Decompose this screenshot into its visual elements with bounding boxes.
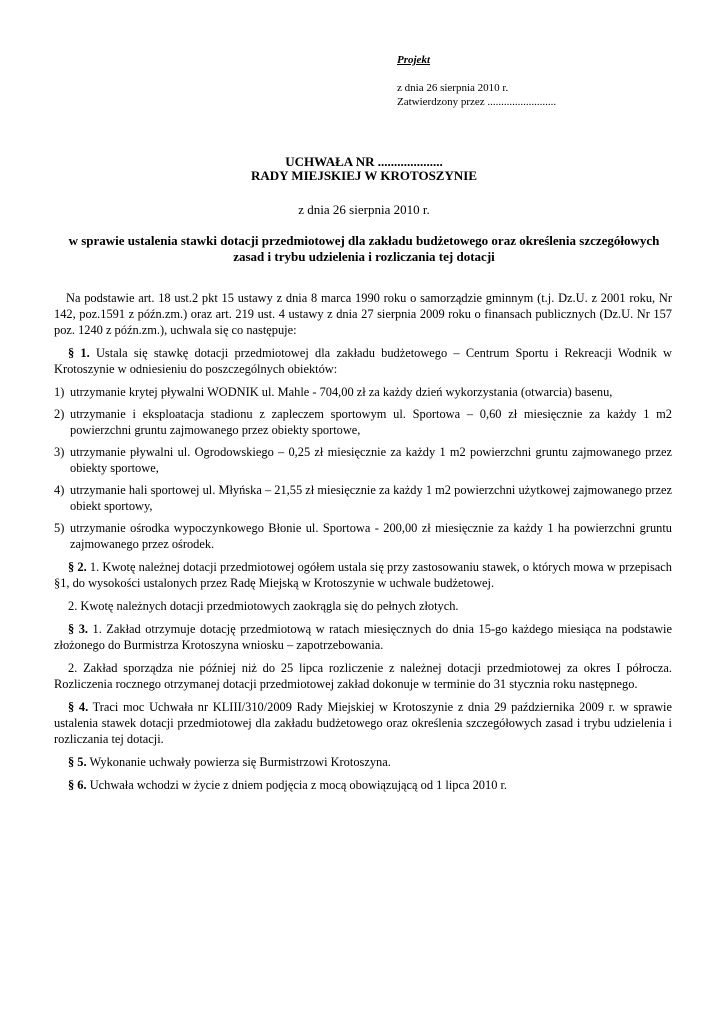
subject-line-1: w sprawie ustalenia stawki dotacji przedmiotowej dla zakładu budżetowego oraz określenia szczegółowych [68, 233, 660, 248]
list-item-text: utrzymanie hali sportowej ul. Młyńska – 21,55 zł miesięcznie za każdy 1 m2 powierzchni użytkowej zajmowanego przez obiekt sportowy, [70, 483, 672, 513]
document-body [54, 290, 672, 800]
section-6 [54, 777, 672, 793]
list-item-number: 4) [54, 483, 65, 497]
list-item [54, 482, 672, 514]
header-block [397, 53, 556, 109]
list-item [54, 406, 672, 438]
resolution-number: UCHWAŁA NR .................... [285, 154, 443, 169]
list-item-number: 1) [54, 385, 65, 399]
list-item-text: utrzymanie i eksploatacja stadionu z zapleczem sportowym ul. Sportowa – 0,60 zł miesięcznie za każdy 1 m2 powierzchni gruntu zajmowanego przez obiekty sportowe, [70, 407, 672, 437]
list-item [54, 444, 672, 476]
list-item-number: 3) [54, 445, 65, 459]
section-4 [54, 699, 672, 747]
section-4-label: § 4. [68, 700, 89, 714]
section-1-label: § 1. [68, 346, 90, 360]
list-item-text: utrzymanie pływalni ul. Ogrodowskiego – 0,25 zł miesięcznie za każdy 1 m2 powierzchni gruntu zajmowanego przez obiekty sportowe, [70, 445, 672, 475]
section-2-paragraph-2: 2. Kwotę należnych dotacji przedmiotowych zaokrągla się do pełnych złotych. [68, 599, 459, 613]
list-item-text: utrzymanie krytej pływalni WODNIK ul. Mahle - 704,00 zł za każdy dzień wykorzystania (otwarcia) basenu, [70, 385, 613, 399]
section-5 [54, 754, 672, 770]
list-item-number: 5) [54, 521, 65, 535]
section-5-text: Wykonanie uchwały powierza się Burmistrzowi Krotoszyna. [86, 755, 391, 769]
subject-line-2: zasad i trybu udzielenia i rozliczania tej dotacji [233, 249, 495, 264]
section-3 [54, 621, 672, 653]
council-name: RADY MIEJSKIEJ W KROTOSZYNIE [251, 168, 477, 183]
list-item [54, 384, 672, 400]
section-2-text: 1. Kwotę należnej dotacji przedmiotowej ogółem ustala się przy zastosowaniu stawek, o których mowa w przepisach §1, do wysokości ustalonych przez Radę Miejską w Krotoszynie w uchwale budżetowej. [54, 560, 672, 590]
section-2 [54, 559, 672, 591]
projekt-label: Projekt [397, 54, 430, 66]
resolution-subject [50, 233, 678, 265]
objects-list [54, 384, 672, 552]
section-6-text: Uchwała wchodzi w życie z dniem podjęcia z mocą obowiązującą od 1 lipca 2010 r. [86, 778, 508, 792]
header-date: z dnia 26 sierpnia 2010 r. [397, 82, 509, 94]
list-item-text: utrzymanie ośrodka wypoczynkowego Błonie ul. Sportowa - 200,00 zł miesięcznie za każdy 1 ha powierzchni gruntu zajmowanego przez ośrodek. [70, 521, 672, 551]
section-4-text: Traci moc Uchwała nr KLIII/310/2009 Rady Miejskiej w Krotoszynie z dnia 29 października 2009 r. w sprawie ustalenia stawek dotacji przedmiotowej dla zakładu budżetowego oraz określenia szczegółowych zasad i trybu udzielenia i rozliczania tej dotacji. [54, 700, 672, 746]
section-3-label: § 3. [68, 622, 88, 636]
resolution-date: z dnia 26 sierpnia 2010 r. [298, 202, 430, 217]
section-2-label: § 2. [68, 560, 87, 574]
section-3-text: 1. Zakład otrzymuje dotację przedmiotową w ratach miesięcznych do dnia 15-go każdego miesiąca na podstawie złożonego do Burmistrza Krotoszyna wniosku – zapotrzebowania. [54, 622, 672, 652]
intro-paragraph: Na podstawie art. 18 ust.2 pkt 15 ustawy z dnia 8 marca 1990 roku o samorządzie gminnym (t.j. Dz.U. z 2001 roku, Nr 142, poz.1591 z późn.zm.) oraz art. 219 ust. 4 ustawy z dnia 27 sierpnia 2009 roku o finansach publicznych (Dz.U. Nr 157 poz. 1240 z późn.zm.), uchwala się co następuje: [54, 291, 672, 337]
header-approved: Zatwierdzony przez ......................... [397, 96, 557, 108]
section-3-paragraph-2: 2. Zakład sporządza nie później niż do 25 lipca rozliczenie z należnej dotacji przedmiotowej za okres I półrocza. Rozliczenia rocznego otrzymanej dotacji przedmiotowej zakład dokonuje w terminie do 31 stycznia roku następnego. [54, 661, 672, 691]
list-item [54, 520, 672, 552]
section-1 [54, 345, 672, 377]
section-5-label: § 5. [68, 755, 87, 769]
list-item-number: 2) [54, 407, 65, 421]
section-1-text: Ustala się stawkę dotacji przedmiotowej dla zakładu budżetowego – Centrum Sportu i Rekreacji Wodnik w Krotoszynie w odniesieniu do poszczególnych obiektów: [54, 346, 673, 376]
section-6-label: § 6. [68, 778, 87, 792]
